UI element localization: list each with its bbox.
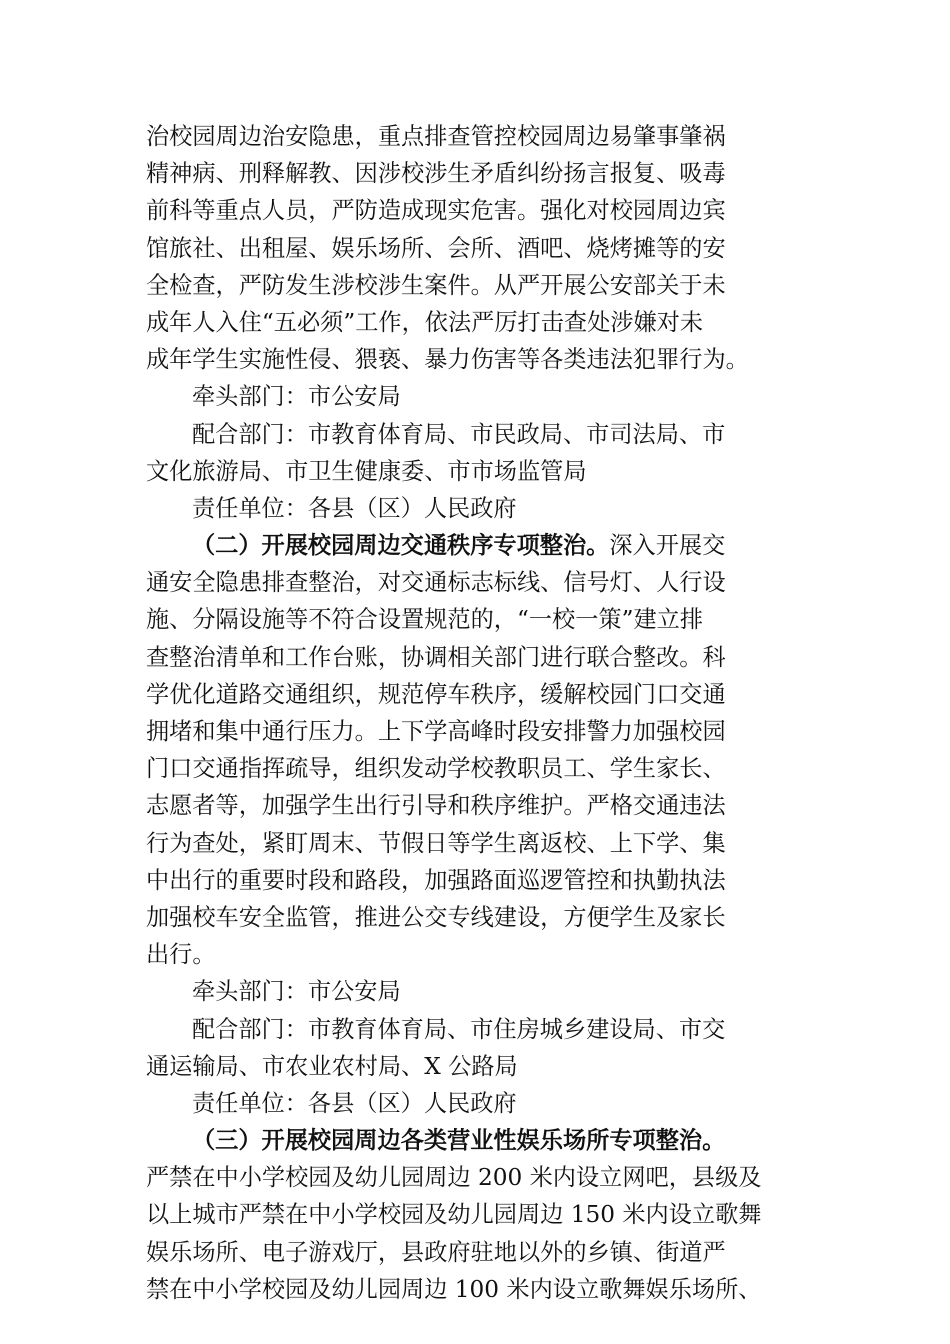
body-text-line: 加强校车安全监管，推进公交专线建设，方便学生及家长 xyxy=(146,903,726,931)
body-text-line: 施、分隔设施等不符合设置规范的，“一校一策”建立排 xyxy=(146,606,704,634)
body-text-line: 责任单位：各县（区）人民政府 xyxy=(192,494,517,522)
body-text-line: 志愿者等，加强学生出行引导和秩序维护。严格交通违法 xyxy=(146,792,726,820)
body-text-line: 馆旅社、出租屋、娱乐场所、会所、酒吧、烧烤摊等的安 xyxy=(146,234,726,262)
body-text-line: 拥堵和集中通行压力。上下学高峰时段安排警力加强校园 xyxy=(146,718,726,745)
section-heading-line xyxy=(146,527,806,564)
section-heading-line xyxy=(146,1122,806,1159)
body-text-line: 中出行的重要时段和路段，加强路面巡逻管控和执勤执法 xyxy=(146,866,726,894)
body-text-line: 精神病、刑释解教、因涉校涉生矛盾纠纷扬言报复、吸毒 xyxy=(146,160,726,188)
body-text-line: 牵头部门：市公安局 xyxy=(192,978,401,1006)
section-heading: （二）开展校园周边交通秩序专项整治。 xyxy=(192,532,610,560)
body-text-line: 通运输局、市农业农村局、X 公路局 xyxy=(146,1052,518,1080)
body-text-line: 行为查处，紧盯周末、节假日等学生离返校、上下学、集 xyxy=(146,829,726,857)
body-text-line: 前科等重点人员，严防造成现实危害。强化对校园周边宾 xyxy=(146,197,726,225)
body-text-line: 配合部门：市教育体育局、市住房城乡建设局、市交 xyxy=(192,1015,726,1043)
body-text-line: 成年学生实施性侵、猥亵、暴力伤害等各类违法犯罪行为。 xyxy=(146,346,749,374)
section-text: 深入开展交 xyxy=(609,532,726,560)
body-text-line: 禁在中小学校园及幼儿园周边 100 米内设立歌舞娱乐场所、 xyxy=(146,1275,762,1303)
body-text-line: 查整治清单和工作台账，协调相关部门进行联合整改。科 xyxy=(146,643,726,671)
body-text-line: 学优化道路交通组织，规范停车秩序，缓解校园门口交通 xyxy=(146,680,726,708)
body-text-line: 出行。 xyxy=(146,941,216,969)
body-text-line: 文化旅游局、市卫生健康委、市市场监管局 xyxy=(146,457,587,485)
document-page xyxy=(146,118,806,1308)
body-text-line: 娱乐场所、电子游戏厅，县政府驻地以外的乡镇、街道严 xyxy=(146,1238,726,1266)
body-text-line: 通安全隐患排查整治，对交通标志标线、信号灯、人行设 xyxy=(146,569,726,597)
section-heading: （三）开展校园周边各类营业性娱乐场所专项整治。 xyxy=(192,1127,726,1155)
body-text-line: 牵头部门：市公安局 xyxy=(192,383,401,411)
body-text-line: 成年人入住“五必须”工作，依法严厉打击查处涉嫌对未 xyxy=(146,308,704,336)
body-text-line: 配合部门：市教育体育局、市民政局、市司法局、市 xyxy=(192,420,726,448)
body-text-line: 治校园周边治安隐患，重点排查管控校园周边易肇事肇祸 xyxy=(146,123,726,150)
body-text-line: 全检查，严防发生涉校涉生案件。从严开展公安部关于未 xyxy=(146,271,726,299)
body-text-line: 严禁在中小学校园及幼儿园周边 200 米内设立网吧，县级及 xyxy=(146,1164,762,1192)
body-text-line: 以上城市严禁在中小学校园及幼儿园周边 150 米内设立歌舞 xyxy=(146,1201,762,1229)
body-text-line: 门口交通指挥疏导，组织发动学校教职员工、学生家长、 xyxy=(146,755,726,783)
body-text-line: 责任单位：各县（区）人民政府 xyxy=(192,1089,517,1117)
